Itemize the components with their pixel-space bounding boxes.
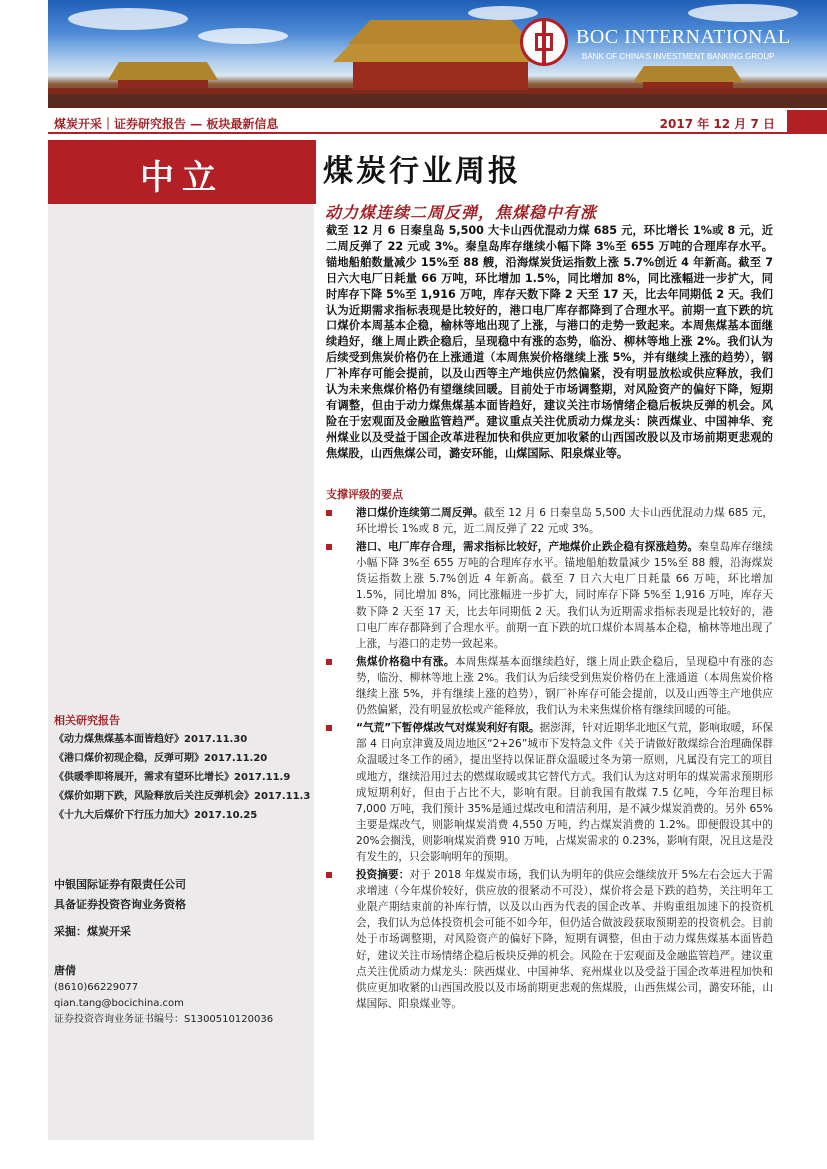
header-accent-block: [787, 110, 827, 134]
related-reports-title: 相关研究报告: [54, 714, 120, 727]
rating-label: 中立: [140, 158, 224, 198]
square-bullet-icon: [326, 510, 332, 516]
support-point-lead: 港口煤价连续第二周反弹。: [356, 507, 484, 519]
company-info: [54, 875, 186, 915]
support-point-text: 据澎湃，针对近期华北地区气荒，影响取暖，环保部 4 日向京津冀及周边地区“2+26”城市下发特急文件《关于请做好散煤综合治理确保群众温暖过冬工作的函》，提出坚持以保证群众温暖过冬为第一原则，凡属没有完工的项目或地方，继续沿用过去的燃煤取暖或其它替代方式。我们认为这对明年的煤炭需求预期形成短期利好，但由于占比不大，影响有限。目前我国有散煤 7.5 亿吨，今年治理目标 7,000 万吨，我们预计 35%是通过煤改电和清洁利用，是不减少煤炭消费的。另外 65%主要是煤改气，则影响煤炭消费 4,550 万吨，约占煤炭消费的 1.2%。即便假设其中的 20%会搁浅，则影响煤炭消费 910 万吨，占煤炭需求的 0.23%，影响有限，况且这是没有发生的，只会影响明年的预期。: [356, 722, 773, 863]
support-point-lead: “气荒”下暂停煤改气对煤炭利好有限。: [356, 722, 540, 735]
support-point-text: 对于 2018 年煤炭市场，我们认为明年的供应会继续放开 5%左右会远大于需求增速（今年煤价较好，供应放的很紧动不可没），煤价将会是下跌的趋势，关注明年工业限产期结束前的补库行情，以及以山西为代表的国企改革、并购重组加速下的投资机会，我们认为总体投资机会可能不如今年，但仍适合做波段获取预期差的投资机会。目前处于市场调整期，对风险资产的偏好下降，短期有调整，但由于动力煤焦煤基本面皆趋好，建议关注市场情绪企稳后板块反弹的机会。风险在于宏观面及金融监管趋严。建议重点关注优质动力煤龙头：陕西煤业、中国神华、兖州煤业以及受益于国企改革进程加快和供应更加收紧的山西国改股以及市场前期更悲观的焦煤股，山西焦煤公司，潞安环能，山煤国际、阳泉煤业等。: [356, 869, 774, 1010]
support-point-lead: 焦煤价格稳中有涨。: [356, 655, 455, 668]
support-point: [326, 720, 773, 865]
boc-international-logo: [520, 16, 800, 72]
company-name: 中银国际证券有限责任公司: [54, 878, 186, 891]
square-bullet-icon: [326, 544, 332, 550]
report-subtitle: 动力煤连续二周反弹，焦煤稳中有涨: [325, 203, 598, 222]
support-point: [326, 654, 773, 718]
report-category: 煤炭开采｜证券研究报告 — 板块最新信息: [54, 117, 279, 131]
support-point: [326, 867, 773, 1012]
report-header-bar: [48, 110, 827, 134]
report-title: 煤炭行业周报: [323, 154, 521, 189]
related-report-item[interactable]: 《港口煤价初现企稳，反弹可期》2017.11.20: [54, 753, 268, 764]
brand-name: BOC INTERNATIONAL: [576, 26, 791, 48]
brand-tagline: BANK OF CHINA'S INVESTMENT BANKING GROUP: [582, 52, 775, 61]
related-report-item[interactable]: 《供暖季即将展开，需求有望环比增长》2017.11.9: [54, 772, 291, 783]
boc-logo-icon: [520, 18, 568, 66]
support-point: [326, 539, 773, 652]
analyst-name: 唐倩: [54, 964, 76, 977]
support-point-lead: 投资摘要：: [356, 869, 410, 882]
analyst-license: 证券投资咨询业务证书编号：S1300510120036: [54, 1014, 274, 1025]
support-point-text: 本周焦煤基本面继续趋好，继上周止跌企稳后，呈现稳中有涨的态势，临汾、柳林等地上涨 2%。我们认为后续受到焦炭价格仍在上涨通道（本周焦炭价格继续上涨 5%，并有继续上涨的趋势），钢厂补库存可能会提前，以及山西等主产地供应仍然偏紧，没有明显放松或产能释放，我们认为未来焦煤价格有继续回暖的可能。: [356, 655, 774, 717]
square-bullet-icon: [326, 659, 332, 665]
analyst-phone: (8610)66229077: [54, 982, 139, 993]
support-point-text: 截至 12 月 6 日秦皇岛 5,500 大卡山西优混动力煤 685 元，环比增长 1%或 8 元，近二周反弹了 22 元或 3%。: [356, 507, 773, 536]
related-report-item[interactable]: 《煤价如期下跌，风险释放后关注反弹机会》2017.11.3: [54, 791, 311, 802]
support-points-list: [326, 505, 773, 1014]
sector-label: 采掘：煤炭开采: [54, 925, 131, 938]
report-summary: 截至 12 月 6 日秦皇岛 5,500 大卡山西优混动力煤 685 元，环比增长 1%或 8 元，近二周反弹了 22 元或 3%。秦皇岛库存继续小幅下降 3%至 655 万吨的合理库存水平。锚地船舶数量减少 15%至 88 艘，沿海煤炭货运指数上涨 5.7%创近 4 年新高。截至 7 日六大电厂日耗量 66 万吨，环比增加 1.5%，同比增加 8%，同比涨幅进一步扩大，同时库存下降 5%至 1,916 万吨，库存天数下降 2 天至 17 天，比去年同期低 2 天。我们认为近期需求指标表现是比较好的，港口电厂库存都降到了合理水平。前期一直下跌的坑口煤价本周基本企稳，榆林等地出现了上涨，与港口的走势一致起来。本周焦煤基本面继续趋好，继上周止跌企稳后，呈现稳中有涨的态势，临汾、柳林等地上涨 2%。我们认为后续受到焦炭价格仍在上涨通道（本周焦炭价格继续上涨 5%，并有继续上涨的趋势），钢厂补库存可能会提前，以及山西等主产地供应仍然偏紧，没有明显放松或供应释放，我们认为未来焦煤价格仍有望继续回暖。目前处于市场调整期，对风险资产的偏好下降，短期有调整，但由于动力煤焦煤基本面皆趋好，建议关注市场情绪企稳后板块反弹的机会。风险在于宏观面及金融监管趋严。建议重点关注优质动力煤龙头：陕西煤业、中国神华、兖州煤业以及受益于国企改革进程加快和供应更加收紧的山西国改股以及市场前期更悲观的焦煤股，山西焦煤公司，潞安环能，山煤国际、阳泉煤业等。: [326, 224, 773, 460]
support-point: [326, 505, 773, 537]
analyst-email[interactable]: qian.tang@bocichina.com: [54, 998, 184, 1009]
company-qualification: 具备证券投资咨询业务资格: [54, 898, 186, 911]
related-report-item[interactable]: 《十九大后煤价下行压力加大》2017.10.25: [54, 810, 258, 821]
support-points-title: 支撑评级的要点: [326, 488, 403, 501]
square-bullet-icon: [326, 872, 332, 878]
square-bullet-icon: [326, 725, 332, 731]
rating-badge: [48, 140, 316, 204]
report-date: 2017 年 12 月 7 日: [659, 117, 775, 131]
support-point-lead: 港口、电厂库存合理，需求指标比较好，产地煤价止跌企稳有探涨趋势。: [356, 541, 699, 554]
related-reports-list: [54, 732, 316, 827]
analyst-contact: [54, 980, 273, 1028]
support-point-text: 秦皇岛库存继续小幅下降 3%至 655 万吨的合理库存水平。锚地船舶数量减少 15%至 88 艘，沿海煤炭货运指数上涨 5.7%创近 4 年新高。截至 7 日六大电厂日耗量 66 万吨，环比增加 1.5%，同比增加 8%，同比涨幅进一步扩大，同时库存下降 5%至 1,916 万吨，库存天数下降 2 天至 17 天，比去年同期低 2 天。我们认为近期需求指标表现是比较好的，港口电厂库存都降到了合理水平。前期一直下跌的坑口煤价本周基本企稳，榆林等地出现了上涨，与港口的走势一致起来。: [356, 541, 773, 650]
related-report-item[interactable]: 《动力煤焦煤基本面皆趋好》2017.11.30: [54, 734, 248, 745]
